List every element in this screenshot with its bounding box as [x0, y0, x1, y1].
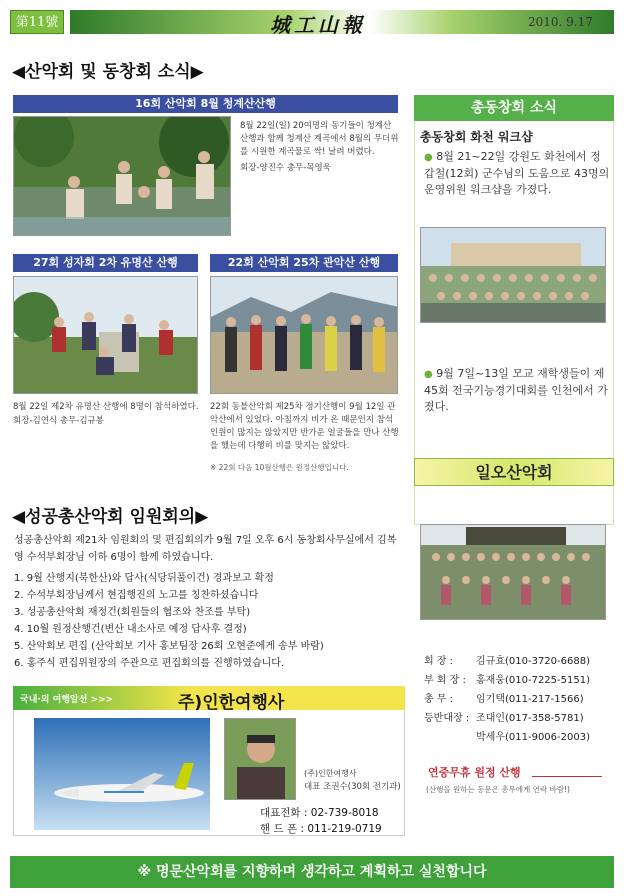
officer-row [424, 690, 590, 709]
meeting-item: 3. 성공총산악회 재정건(회원들의 협조와 찬조를 부탁) [14, 607, 251, 618]
ilo-officers [424, 652, 590, 747]
ad-phone [260, 805, 379, 820]
ceo-photo [224, 718, 296, 800]
meeting-item: 6. 홍주식 편집위원장의 주관으로 편집회의를 진행하였습니다. [14, 658, 285, 669]
event1-text: 8월 22일(일) 20여명의 동기들이 청계산 산행과 함께 청계산 계곡에서 8월의 무더위를 시원한 계곡물로 싹! 날려 버렸다. [240, 121, 399, 157]
airplane-image [34, 718, 210, 830]
issue-number: 第11號 [10, 10, 64, 34]
meeting-item: 2. 수석부회장님께서 현집행진의 노고를 칭찬하셨습니다 [14, 590, 259, 601]
footer-slogan: ※ 명문산악회를 지향하며 생각하고 계획하고 실천합니다 [10, 856, 614, 888]
ilo-notice-title: 연중무휴 원정 산행 [428, 766, 521, 779]
event1-header: 16회 산악회 8월 청계산산행 [13, 95, 398, 113]
bullet-icon: ● [424, 369, 433, 380]
meeting-intro: 성공총산악회 제21차 임원회의 및 편집회의가 9월 7일 오후 6시 동창회사무실에서 김복영 수석부회장님 이하 6명이 함께 하였습니다. [14, 535, 397, 563]
officer-row [424, 709, 590, 728]
event3-text: 22회 동블산악회 제25차 정기산행이 9월 12일 관악산에서 있었다. 아침까지 비가 온 때문인지 참석인원이 많지는 않았지만 반가운 얼굴들을 만나 산행을 했는데 다행히 비를 맞지는 않았다. [210, 402, 399, 451]
officer-role: 등반대장 : [424, 713, 470, 724]
alumni-item-2 [424, 366, 610, 415]
ad-company-name: 주)인한여행사 [178, 693, 285, 713]
event3-note: ※ 22회 다음 10월산행은 원정산행입니다. [210, 463, 349, 472]
ilo-notice-sub: (산행을 원하는 동문은 총무에게 연락 바람!) [426, 785, 570, 794]
alumni-item-1-text: 8월 21~22일 강원도 화천에서 정갑철(12회) 군수님의 도움으로 43명의 운영위원 워크샵을 가졌다. [424, 150, 610, 196]
newsletter-title: 城工山報 [270, 13, 366, 37]
alumni-item-1 [424, 149, 610, 198]
ilo-club-photo [420, 524, 606, 620]
event1-credit: 회장-양진수 총무-목영욱 [240, 163, 331, 173]
ad-company: (주)인한여행사 [304, 769, 357, 778]
ad-mobile-label: 핸 드 폰 : [260, 823, 304, 835]
event2-header: 27회 성자회 2차 유명산 산행 [13, 254, 198, 272]
officer-row [424, 728, 590, 747]
ad-mobile-number: 011-219-0719 [307, 823, 382, 835]
officer-value: 김규효(010-3720-6688) [476, 656, 590, 667]
officer-row [424, 652, 590, 671]
ad-representative: 대표 조권수(30회 전기과) [304, 782, 401, 792]
ad-mobile [260, 821, 382, 836]
officer-value: 임기택(011-217-1566) [476, 694, 584, 705]
officer-role: 회 장 : [424, 656, 454, 667]
notice-underline [532, 776, 602, 777]
meeting-item: 5. 산악회보 편집 (산악회보 기사 홍보팀장 26회 오현준에게 송부 바람) [14, 641, 324, 652]
section-title-meeting: ◀성공총산악회 임원회의▶ [12, 507, 209, 527]
bullet-icon: ● [424, 152, 433, 163]
officer-value: 조대인(017-358-5781) [476, 713, 584, 724]
officer-value: 박세우(011-9006-2003) [476, 732, 590, 743]
event3-header: 22회 산악회 25차 관악산 산행 [210, 254, 398, 272]
meeting-item: 4. 10월 원정산행건(변산 내소사로 예정 답사후 결정) [14, 624, 247, 635]
officer-row [424, 671, 590, 690]
event2-photo [13, 276, 198, 394]
meeting-list [14, 570, 404, 672]
officer-role: 부 회 장 : [424, 675, 466, 686]
issue-date: 2010. 9.17 [528, 15, 593, 29]
alumni-photo [420, 227, 606, 323]
section-title-news: ◀산악회 및 동창회 소식▶ [12, 62, 204, 82]
event2-text: 8월 22일 제2차 유명산 산행에 8명이 참석하였다. [13, 402, 199, 412]
event1-photo [13, 116, 231, 236]
ad-phone-label: 대표전화 : [260, 807, 308, 819]
ad-phone-number: 02-739-8018 [310, 807, 379, 819]
event3-photo [210, 276, 398, 394]
event2-credit: 회장-김연식 총무-김규봉 [13, 416, 104, 426]
alumni-title: 총동창회 소식 [414, 95, 614, 121]
alumni-subtitle: 총동창회 화천 워크샵 [420, 130, 533, 144]
ad-tag: 국내·외 여행알선 >>> [20, 695, 114, 705]
alumni-item-2-text: 9월 7일~13일 모교 재학생들이 제45회 전국기능경기대회를 인천에서 가졌다. [424, 367, 608, 413]
ilo-club-title: 일오산악회 [414, 458, 614, 486]
officer-role: 총 무 : [424, 694, 454, 705]
meeting-item: 1. 9월 산행지(북한산)와 답사(식당뒤풀이건) 경과보고 확정 [14, 573, 274, 584]
officer-value: 홍재웅(010-7225-5151) [476, 675, 590, 686]
